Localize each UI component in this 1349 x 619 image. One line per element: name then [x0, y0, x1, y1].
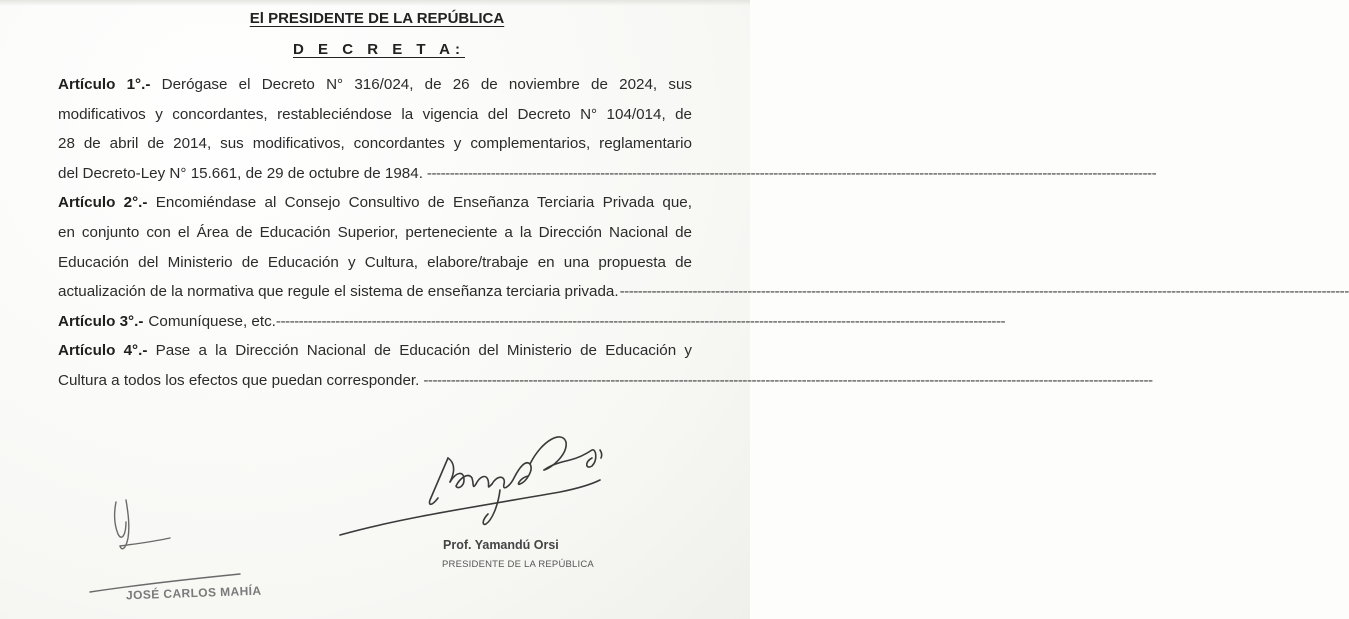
- minister-name: JOSÉ CARLOS MAHÍA: [125, 583, 262, 603]
- article-4: [58, 336, 1153, 395]
- article-3-label: Artículo 3°.-: [58, 312, 144, 330]
- article-2-line-1: [58, 188, 692, 218]
- article-1: [58, 70, 1157, 188]
- article-1-line-3: 28 de abril de 2014, sus modificativos, concordantes y complementarios, reglamentario: [58, 135, 692, 153]
- president-name: Prof. Yamandú Orsi: [443, 538, 559, 552]
- article-4-last-text: Cultura a todos los efectos que puedan corresponder.: [58, 371, 420, 389]
- article-1-text-1: Derógase el Decreto N° 316/024, de 26 de noviembre de 2024, sus: [161, 76, 692, 93]
- article-3-line-1: [58, 307, 1006, 337]
- article-1-line-1: [58, 70, 692, 100]
- article-4-text-1: Pase a la Dirección Nacional de Educación del Ministerio de Educación y: [155, 342, 692, 360]
- article-2-label: Artículo 2°.-: [58, 194, 148, 212]
- article-2-line-3: Educación del Ministerio de Educación y Cultura, elabore/trabaje en una propuesta de: [58, 253, 692, 271]
- decree-body: [58, 70, 1349, 396]
- article-4-label: Artículo 4°.-: [58, 342, 148, 360]
- article-4-line-2: [58, 366, 1153, 396]
- decree-title: El PRESIDENTE DE LA REPÚBLICA: [249, 10, 505, 27]
- article-3: [58, 307, 1006, 337]
- decree-subtitle: D E C R E T A:: [293, 41, 465, 58]
- article-3-text: Comuníquese, etc.: [148, 312, 276, 330]
- article-1-label: Artículo 1°.-: [58, 76, 151, 93]
- article-2-last-text: actualización de la normativa que regule el sistema de enseñanza terciaria privada.: [58, 283, 619, 301]
- president-title: PRESIDENTE DE LA REPÚBLICA: [442, 559, 594, 570]
- dash-filler: ----------------------------------------------------------------------------------------------------------------------------------------------------------------: [426, 164, 1157, 182]
- article-1-last-text: del Decreto-Ley N° 15.661, de 29 de octubre de 1984.: [58, 164, 423, 182]
- article-1-line-4: [58, 159, 1157, 189]
- article-1-line-2: modificativos y concordantes, restableciéndose la vigencia del Decreto N° 104/014, de: [58, 105, 692, 123]
- dash-filler: ----------------------------------------------------------------------------------------------------------------------------------------------------------------: [275, 312, 1006, 330]
- article-4-line-1: [58, 336, 692, 366]
- dash-filler: ----------------------------------------------------------------------------------------------------------------------------------------------------------------: [619, 283, 1349, 301]
- dash-filler: ----------------------------------------------------------------------------------------------------------------------------------------------------------------: [423, 371, 1153, 389]
- paper-edge-shadow: [0, 0, 750, 6]
- article-2-line-2: en conjunto con el Área de Educación Superior, perteneciente a la Dirección Nacional de: [58, 223, 692, 241]
- article-2-text-1: Encomiéndase al Consejo Consultivo de Enseñanza Terciaria Privada que,: [155, 194, 692, 212]
- article-2: [58, 188, 1349, 306]
- article-2-line-4: [58, 277, 1349, 307]
